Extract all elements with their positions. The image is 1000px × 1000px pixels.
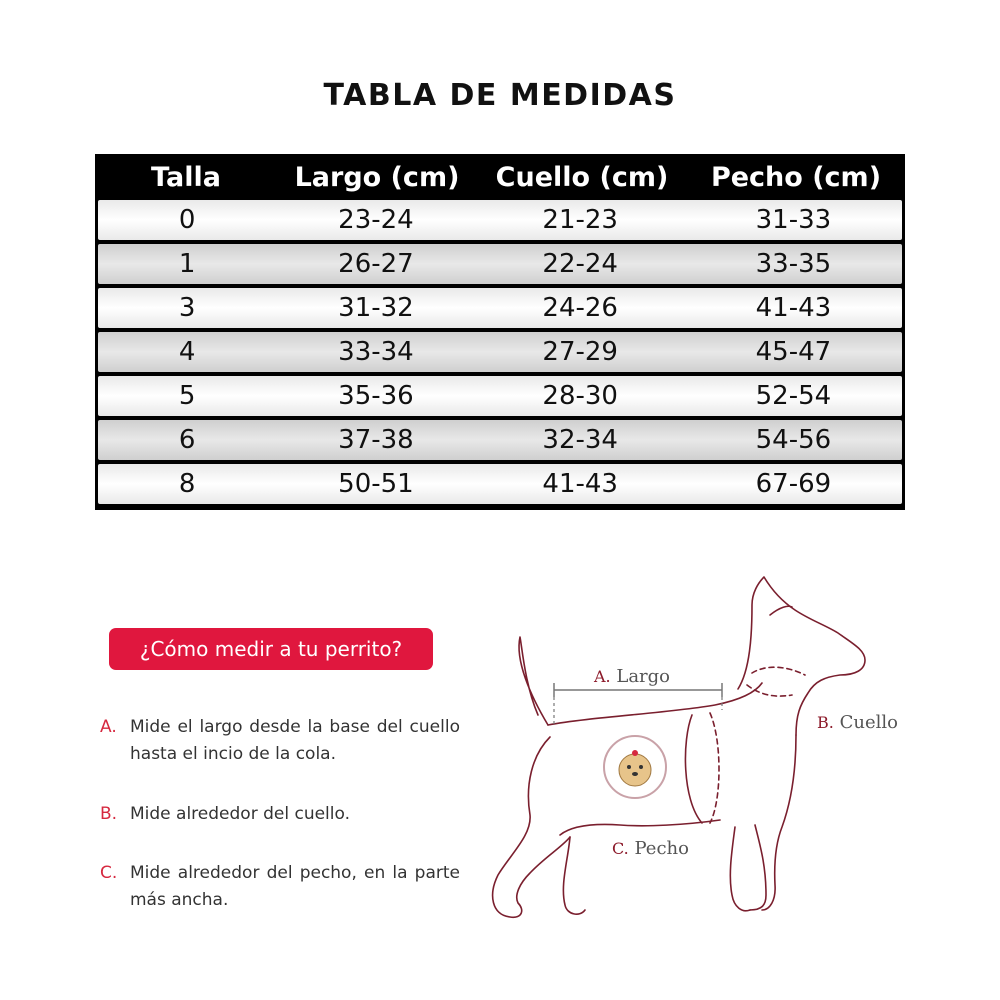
header-cuello: Cuello (cm) [495, 161, 669, 193]
cell-cuello: 32-34 [542, 425, 618, 455]
cell-largo: 31-32 [338, 293, 414, 323]
label-key: B. [817, 713, 834, 732]
header-pecho: Pecho (cm) [710, 161, 882, 193]
cell-cuello: 22-24 [542, 249, 618, 279]
cell-pecho: 67-69 [755, 469, 832, 499]
label-pecho [612, 838, 689, 859]
cell-largo: 33-34 [338, 337, 414, 367]
step-letter: B. [100, 804, 118, 824]
cell-largo: 26-27 [338, 249, 414, 279]
cell-pecho: 33-35 [755, 249, 832, 279]
dog-outline-illustration [470, 565, 930, 945]
label-key: C. [612, 839, 629, 858]
cell-talla: 3 [178, 293, 196, 323]
label-text: Pecho [634, 838, 689, 859]
cell-pecho: 54-56 [755, 425, 832, 455]
table-row [98, 288, 902, 328]
cell-cuello: 41-43 [542, 469, 618, 499]
cell-cuello: 21-23 [542, 205, 618, 235]
cell-pecho: 41-43 [755, 293, 832, 323]
label-largo [594, 666, 670, 687]
table-row [98, 244, 902, 284]
cell-pecho: 52-54 [755, 381, 832, 411]
cell-pecho: 31-33 [755, 205, 832, 235]
step-letter: A. [100, 717, 117, 737]
cell-talla: 8 [178, 469, 196, 499]
cell-largo: 37-38 [338, 425, 414, 455]
cell-talla: 1 [178, 249, 196, 279]
header-largo: Largo (cm) [294, 161, 460, 193]
cell-cuello: 24-26 [542, 293, 618, 323]
cell-pecho: 45-47 [755, 337, 832, 367]
table-row [98, 376, 902, 416]
label-key: A. [594, 667, 611, 686]
cell-talla: 5 [178, 381, 196, 411]
step-text: Mide el largo desde la base del cuello hasta el incio de la cola. [130, 717, 460, 764]
cell-cuello: 28-30 [542, 381, 618, 411]
step-a [100, 714, 460, 768]
table-header [95, 154, 905, 200]
step-text: Mide alrededor del cuello. [130, 804, 351, 824]
table-row [98, 464, 902, 504]
brand-logo [604, 736, 666, 798]
cell-talla: 4 [178, 337, 196, 367]
cell-largo: 23-24 [338, 205, 414, 235]
cell-talla: 6 [178, 425, 196, 455]
label-text: Cuello [839, 712, 898, 733]
cell-cuello: 27-29 [542, 337, 618, 367]
table-row [98, 420, 902, 460]
step-b [100, 801, 460, 828]
page-title: TABLA DE MEDIDAS [323, 78, 677, 113]
cell-largo: 50-51 [338, 469, 414, 499]
step-letter: C. [100, 863, 118, 883]
table-row [98, 332, 902, 372]
dog-measure-diagram [470, 565, 930, 945]
table-body [95, 200, 905, 504]
cell-largo: 35-36 [338, 381, 414, 411]
table-row [98, 200, 902, 240]
step-c [100, 860, 460, 914]
header-talla: Talla [151, 161, 221, 193]
size-table [95, 154, 905, 510]
how-to-measure-heading: ¿Cómo medir a tu perrito? [109, 628, 433, 670]
label-cuello [817, 712, 898, 733]
cell-talla: 0 [178, 205, 196, 235]
step-text: Mide alrededor del pecho, en la parte más ancha. [130, 863, 460, 910]
label-text: Largo [616, 666, 671, 687]
